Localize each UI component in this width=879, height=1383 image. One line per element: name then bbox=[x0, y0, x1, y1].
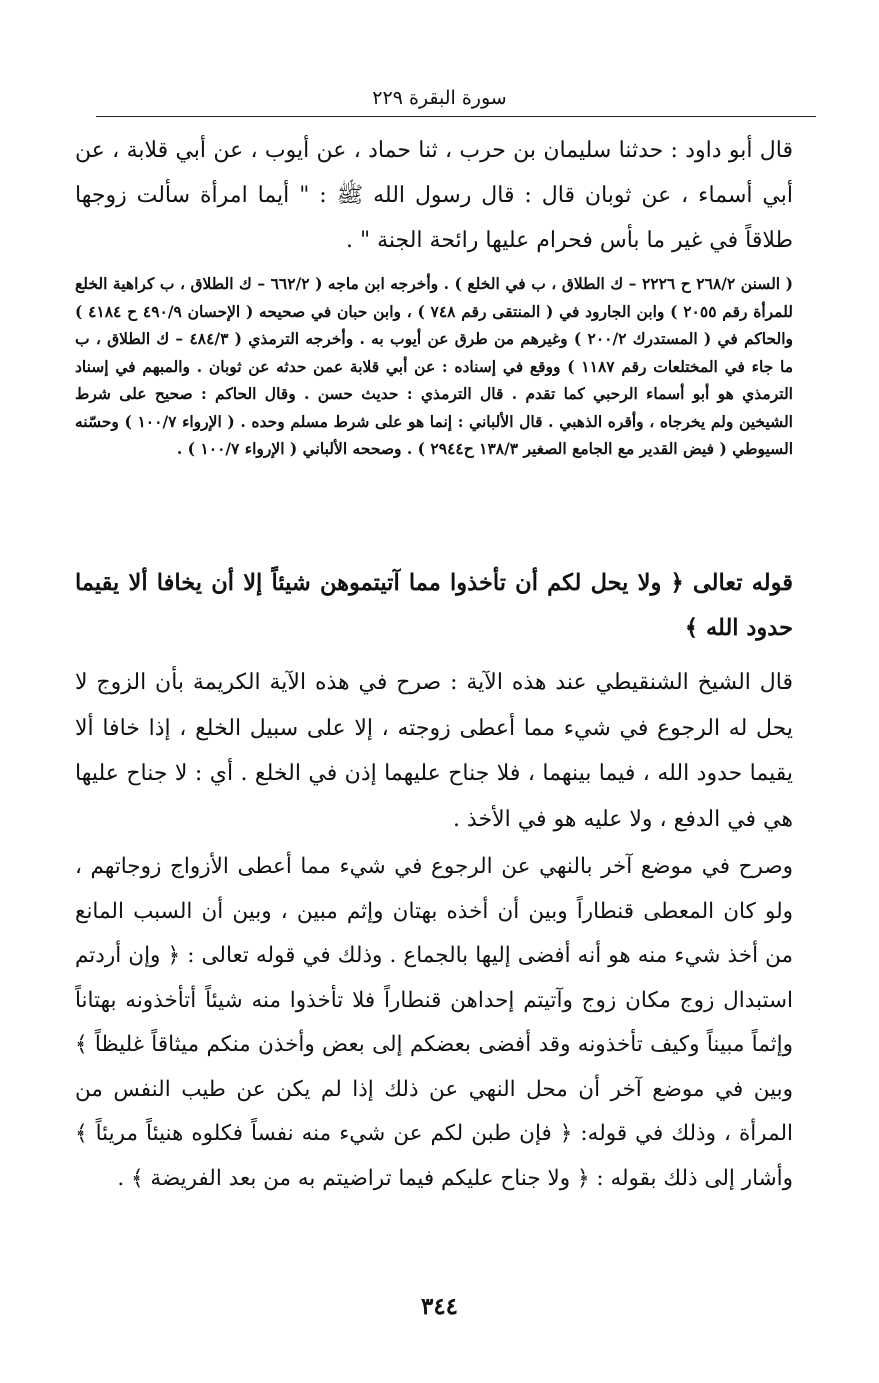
page-number: ٣٤٤ bbox=[420, 1293, 459, 1320]
commentary-paragraph-2: وصرح في موضع آخر بالنهي عن الرجوع في شيء مما أعطى الأزواج زوجاتهم ، ولو كان المعطى قنطاراً وبين أن أخذه بهتان وإثم مبين ، وبين أن السبب المانع من أخذ شيء منه هو أنه أفضى إليها بالجماع . وذلك في قوله تعالى : ﴿ وإن أردتم استبدال زوج مكان زوج وآتيتم إحداهن قنطاراً فلا تأخذوا منه شيئاً أتأخذونه بهتاناً وإثماً مبيناً وكيف تأخذونه وقد أفضى بعضكم إلى بعض وأخذن منكم ميثاقاً غليظاً ﴾ وبين في موضع آخر أن محل النهي عن ذلك إذا لم يكن عن طيب النفس من المرأة ، وذلك في قوله: ﴿ فإن طبن لكم عن شيء منه نفساً فكلوه هنيئاً مريئاً ﴾ وأشار إلى ذلك بقوله : ﴿ ولا جناح عليكم فيما تراضيتم به من بعد الفريضة ﴾ . bbox=[75, 854, 793, 1191]
header-rule bbox=[96, 116, 816, 117]
footnote-paragraph: ( السنن ٢٦٨/٢ ح ٢٢٢٦ – ك الطلاق ، ب في الخلع ) . وأخرجه ابن ماجه ( ٦٦٢/٢ – ك الطلاق ، ب كراهية الخلع للمرأة رقم ٢٠٥٥ ) وابن الجارود في ( المنتقى رقم ٧٤٨ ) ، وابن حبان في صحيحه ( الإحسان ٤٩٠/٩ ح ٤١٨٤ ) والحاكم في ( المستدرك ٢٠٠/٢ ) وغيرهم من طرق عن أيوب به . وأخرجه الترمذي ( ٤٨٤/٣ – ك الطلاق ، ب ما جاء في المختلعات رقم ١١٨٧ ) ووقع في إسناده : عن أبي قلابة عمن حدثه عن ثوبان . والمبهم في إسناد الترمذي هو أبو أسماء الرحبي كما تقدم . قال الترمذي : حديث حسن . وقال الحاكم : صحيح على شرط الشيخين ولم يخرجاه ، وأقره الذهبي . قال الألباني : إنما هو على شرط مسلم وحده . ( الإرواء ١٠٠/٧ ) وحسّنه السيوطي ( فيض القدير مع الجامع الصغير ١٣٨/٣ ح٢٩٤٤ ) . وصححه الألباني ( الإرواء ١٠٠/٧ ) . bbox=[75, 274, 794, 458]
running-header: سورة البقرة ٢٢٩ bbox=[372, 87, 507, 109]
commentary-paragraph-1: قال الشيخ الشنقيطي عند هذه الآية : صرح في هذه الآية الكريمة بأن الزوج لا يحل له الرجوع في شيء مما أعطى زوجته ، إلا على سبيل الخلع ، إذا خافا ألا يقيما حدود الله ، فيما بينهما ، فلا جناح عليهما إذن في الخلع . أي : لا جناح عليها هي في الدفع ، ولا عليه هو في الأخذ . bbox=[75, 670, 793, 832]
hadith-paragraph: قال أبو داود : حدثنا سليمان بن حرب ، ثنا حماد ، عن أيوب ، عن أبي قلابة ، عن أبي أسماء ، عن ثوبان قال : قال رسول الله ﷺ : " أيما امرأة سألت زوجها طلاقاً في غير ما بأس فحرام عليها رائحة الجنة " . bbox=[75, 138, 793, 253]
verse-heading: قوله تعالى ﴿ ولا يحل لكم أن تأخذوا مما آتيتموهن شيئاً إلا أن يخافا ألا يقيما حدود الله ﴾ bbox=[75, 570, 793, 641]
